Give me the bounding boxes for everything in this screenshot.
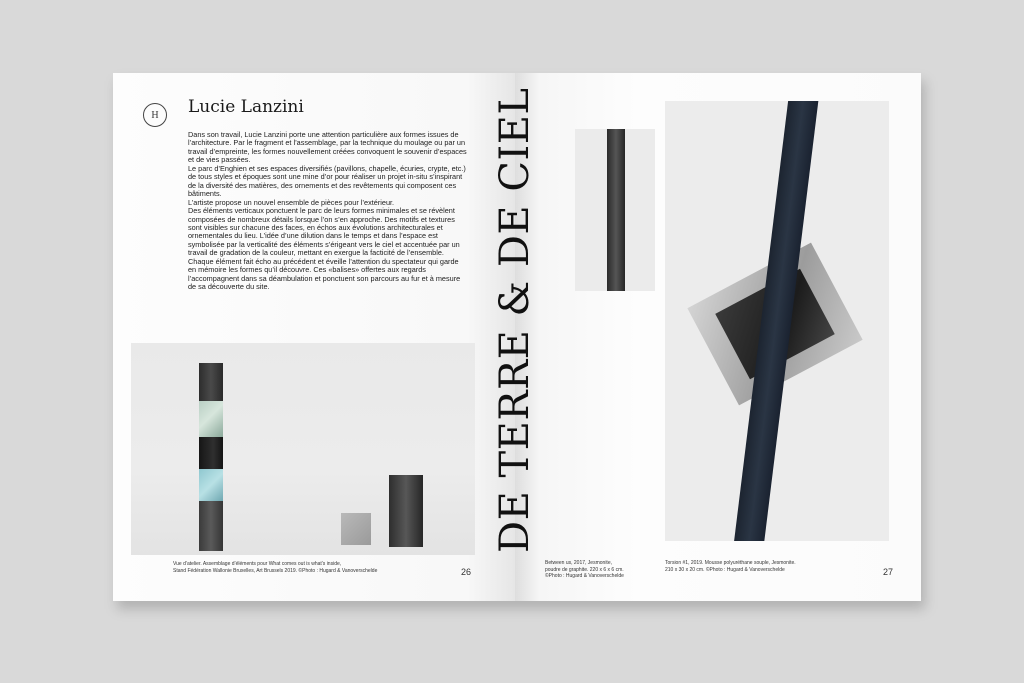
paragraph-1: Dans son travail, Lucie Lanzini porte une attention particulière aux formes issues de l’architecture. Par le fragment et l’assemblage, par la technique du moulage ou par un travail d’empreinte, les formes nouvellement créées convoquent le souvenir d’espaces et de vies passées. — [188, 130, 467, 165]
logo-letter: H — [151, 109, 159, 121]
sculpture-block-5 — [199, 501, 223, 551]
torsion-photo — [665, 101, 889, 541]
photo-caption-torsion — [665, 560, 875, 573]
sculpture-block-1 — [199, 363, 223, 401]
paragraph-3: L’artiste propose un nouvel ensemble de pièces pour l’extérieur. — [188, 197, 395, 207]
left-page — [113, 73, 515, 601]
sculpture-post — [607, 129, 625, 291]
caption-line: Torsion #1, 2019. Mousse polyuréthane souple, Jesmonite. — [665, 560, 796, 566]
sculpture-block-4 — [199, 469, 223, 501]
right-page — [515, 73, 921, 601]
caption-line: poudre de graphite. 220 x 6 x 6 cm. — [545, 566, 624, 573]
caption-line: Between us, 2017, Jesmonite, — [545, 560, 612, 566]
caption-line: ©Photo : Hugard & Vanoverschelde — [545, 573, 624, 579]
paragraph-4: Des éléments verticaux ponctuent le parc de leurs formes minimales et se révèlent composées de nombreux détails lorsque l’on s’en approche. Des motifs et textures sont visibles sur chacune des faces, en échos aux évolutions architecturales et ornementales du lieu. L’idée d’une dilution dans le temps et dans l’espace est symbolisée par la verticalité des éléments s’érigeant vers le ciel et accentuée par un travail de gradation de la couleur, mettant en exergue la facticité de l’ensemble. — [188, 206, 460, 258]
photo-caption-left — [173, 561, 413, 574]
sculpture-block-3 — [199, 437, 223, 469]
paragraph-5: Chaque élément fait écho au précédent et éveille l’attention du spectateur qui garde en mémoire les formes qu’il découvre. Ces «balises» offertes aux regards l’accompagnent dans sa déambulation et ponctuent son parcours au fur et à mesure de sa découverte du site. — [188, 256, 461, 292]
caption-line: 210 x 30 x 20 cm. ©Photo : Hugard & Vanoverschelde — [665, 566, 785, 573]
magazine-spread — [113, 73, 921, 605]
photo-caption-between-us — [545, 560, 655, 580]
vertical-title: DE TERRE & DE CIEL — [492, 87, 538, 553]
h-logo-icon — [143, 103, 167, 127]
page-number-right: 27 — [883, 567, 894, 577]
small-grey-cube — [341, 513, 371, 545]
dark-block — [389, 475, 423, 547]
author-name: Lucie Lanzini — [188, 97, 304, 117]
paragraph-2: Le parc d’Enghien et ses espaces diversifiés (pavillons, chapelle, écuries, crypte, etc.) de tous styles et époques sont une mine d’or pour réaliser un projet in-situ s’inspirant de la diversité des matières, des ornements et des revêtements qui composent ces bâtiments. — [188, 163, 466, 199]
between-us-photo — [575, 129, 655, 291]
article-body — [188, 131, 468, 292]
sculpture-block-2 — [199, 401, 223, 437]
caption-line: Vue d’atelier. Assemblage d’éléments pour What comes out is what’s inside, — [173, 561, 342, 567]
studio-photo — [131, 343, 475, 555]
page-number-left: 26 — [461, 567, 472, 577]
caption-line: Stand Fédération Wallonie Bruxelles, Art Brussels 2019. ©Photo : Hugard & Vanoverschelde — [173, 567, 378, 574]
